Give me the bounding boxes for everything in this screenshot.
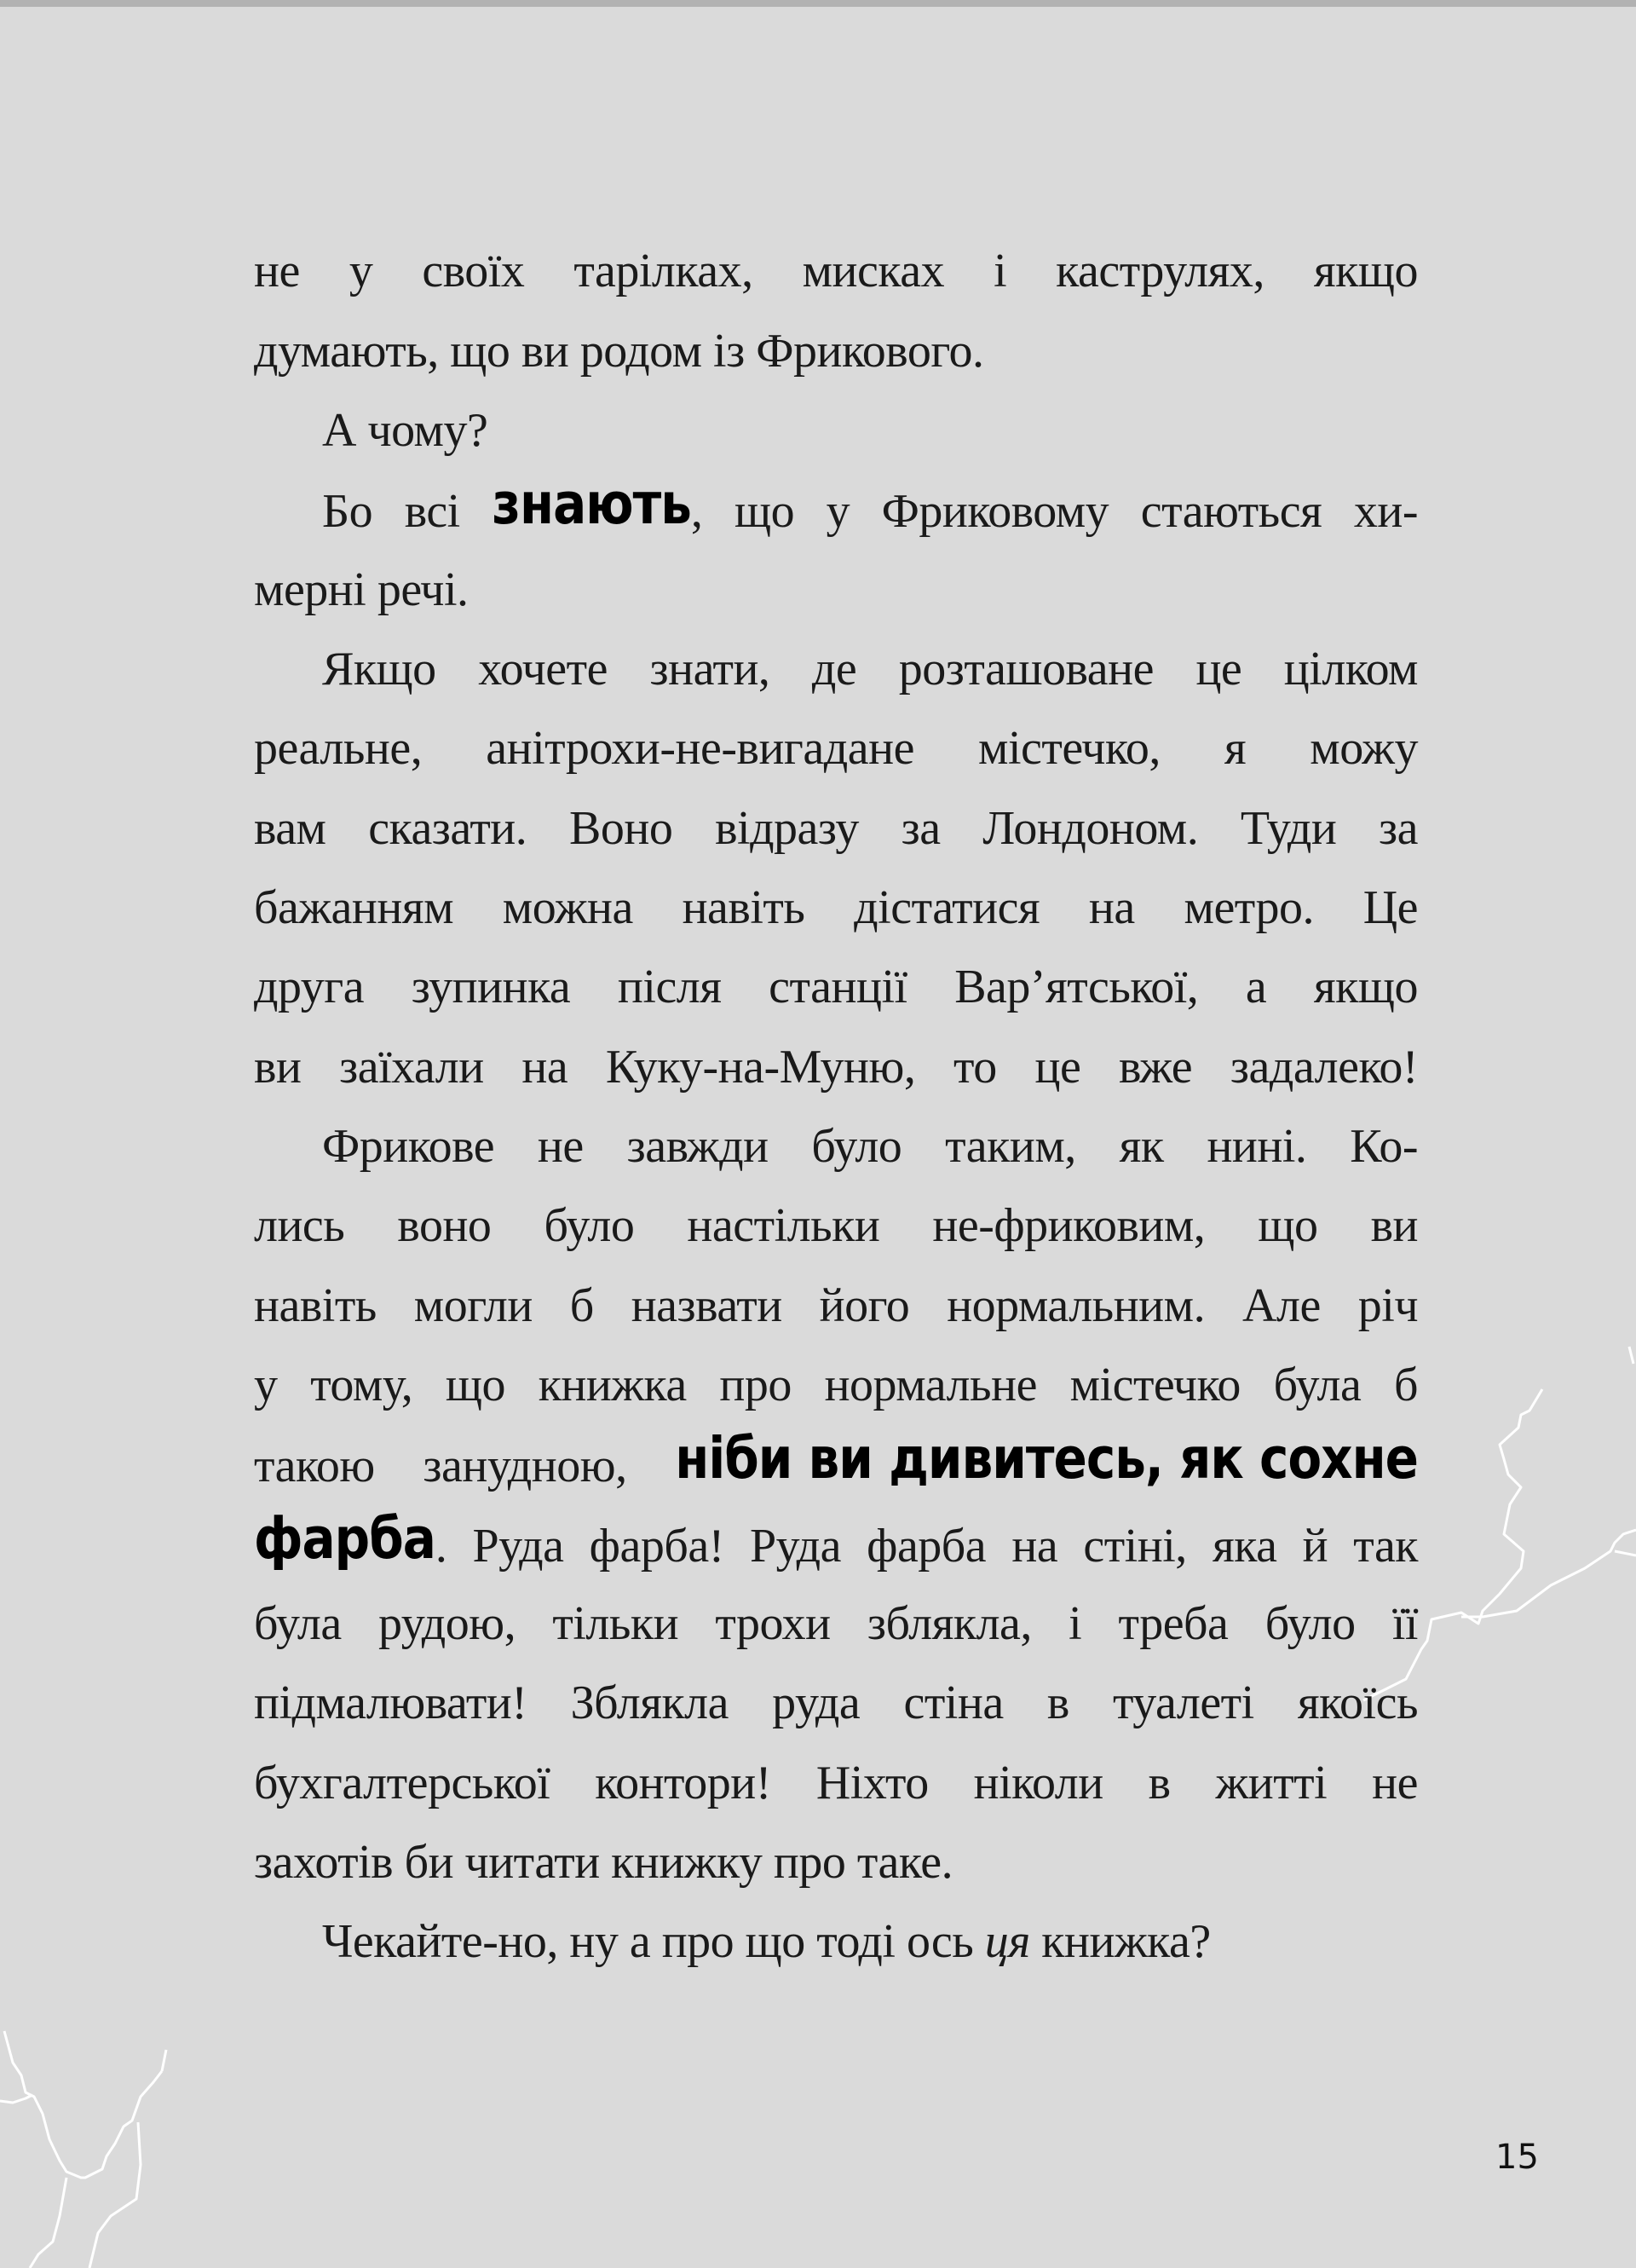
- text-line: була рудою, тільки трохи зблякла, і треба було її: [254, 1597, 1418, 1650]
- text-segment: книжка?: [1029, 1915, 1211, 1968]
- page-number: 15: [1495, 2138, 1539, 2177]
- text-line: [254, 469, 1418, 551]
- text-line: мерні речі.: [254, 563, 469, 616]
- text-line: реальне, анітрохи-не-вигадане містечко, я можу: [254, 722, 1418, 775]
- emphasis-word: фарба: [254, 1504, 435, 1572]
- text-segment: , що у Фриковому стаються хи-: [690, 485, 1418, 538]
- text-segment: Чекайте-но, ну а про що тоді ось: [322, 1915, 985, 1968]
- text-line: лись воно було настільки не-фриковим, що ви: [254, 1199, 1418, 1252]
- text-line: Фрикове не завжди було таким, як нині. Ко-: [322, 1120, 1418, 1173]
- emphasis-phrase: ніби ви дивитесь, як сохне: [675, 1424, 1418, 1492]
- top-edge-bar: [0, 0, 1636, 7]
- text-line: бажанням можна навіть дістатися на метро. Це: [254, 881, 1418, 934]
- text-line: підмалювати! Зблякла руда стіна в туалеті якоїсь: [254, 1676, 1418, 1729]
- text-line: у тому, що книжка про нормальне містечко була б: [254, 1359, 1418, 1411]
- emphasis-word: знають: [492, 470, 691, 537]
- text-line: бухгалтерської контори! Ніхто ніколи в житті не: [254, 1757, 1418, 1809]
- text-line: вам сказати. Воно відразу за Лондоном. Туди за: [254, 802, 1418, 855]
- text-line: думають, що ви родом із Фрикового.: [254, 325, 984, 378]
- text-line: [254, 1901, 1418, 1982]
- text-line: А чому?: [322, 404, 488, 457]
- text-segment: Бо всі: [322, 485, 493, 538]
- text-segment: . Руда фарба! Руда фарба на стіні, яка й так: [435, 1520, 1418, 1573]
- text-line: ви заїхали на Куку-на-Муню, то це вже задалеко!: [254, 1041, 1418, 1094]
- text-line: друга зупинка після станції Вар’ятської, а якщо: [254, 961, 1418, 1013]
- text-line: не у своїх тарілках, мисках і каструлях, якщо: [254, 245, 1418, 297]
- text-line: [254, 1503, 1418, 1585]
- italic-word: ця: [984, 1915, 1030, 1968]
- text-segment: такою занудною,: [254, 1440, 676, 1492]
- text-line: захотів би читати книжку про таке.: [254, 1836, 953, 1889]
- text-line: Якщо хочете знати, де розташоване це цілком: [322, 643, 1418, 695]
- text-line: навіть могли б назвати його нормальним. Але річ: [254, 1279, 1418, 1332]
